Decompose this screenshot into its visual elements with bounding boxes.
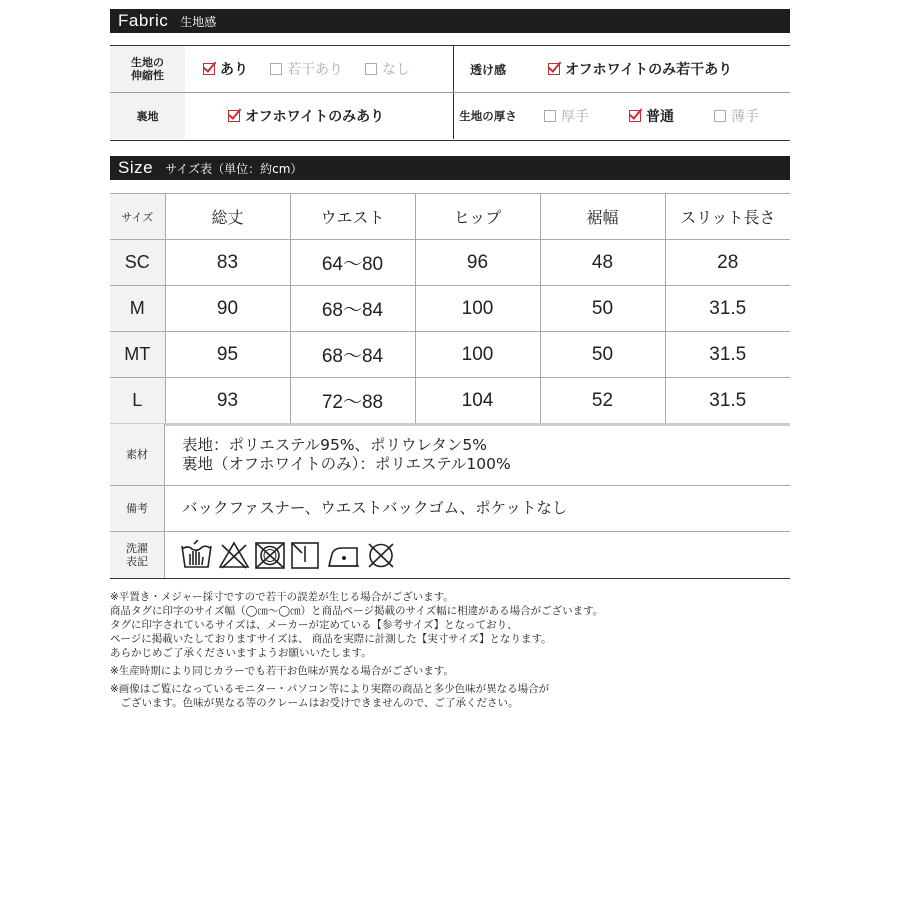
unchecked-box-icon [270,63,282,75]
size-header-subtitle: サイズ表（単位：約cm） [165,161,303,176]
stretch-option-none: なし [365,59,410,79]
table-cell: 104 [415,378,540,425]
note-line: あらかじめご了承くださいますようお願いいたします。 [110,647,372,659]
note-line: ※画像はご覧になっているモニター・パソコン等により実際の商品と多少色味が異なる場合が [110,683,550,695]
table-cell: 68〜84 [290,332,415,378]
table-cell: 95 [165,332,290,378]
fabric-header-subtitle: 生地感 [180,14,217,29]
table-cell: 90 [165,286,290,332]
fabric-header [110,9,790,33]
size-header-title: Size [118,158,154,177]
material-row [110,424,790,486]
stretch-label [110,46,185,92]
table-cell: 50 [540,332,665,378]
fabric-header-title: Fabric [118,11,169,30]
size-name-cell: L [110,378,165,425]
note-line: ございます。色味が異なる等のクレームはお受けできませんので、ご了承ください。 [110,697,519,709]
note-line: ページに掲載いたしておりますサイズは、 商品を実際に計測した【実寸サイズ】となります。 [110,633,552,645]
thickness-option-thin: 薄手 [714,106,759,126]
column-header: ウエスト [290,194,415,240]
size-table [110,193,790,426]
remarks-row [110,486,790,532]
remarks-value: バックファスナー、ウエストバックゴム、ポケットなし [182,499,568,517]
checked-box-icon [228,110,240,122]
care-label-line1: 洗濯 [126,542,148,555]
no-bleach-icon [220,543,248,568]
note-line: タグに印字されているサイズは、メーカーが定めている【参考サイズ】となっており、 [110,619,518,631]
column-header: 総丈 [165,194,290,240]
table-row [110,240,790,286]
size-name-cell: MT [110,332,165,378]
table-cell: 31.5 [665,378,790,425]
thickness-option-thick: 厚手 [544,106,589,126]
care-label-line2: 表記 [126,555,148,568]
table-cell: 68〜84 [290,286,415,332]
note-line: ※平置き・メジャー採寸ですので若干の誤差が生じる場合がございます。 [110,591,454,603]
care-label [110,532,165,578]
unchecked-box-icon [544,110,556,122]
lining-label: 裏地 [110,93,185,139]
table-row [110,378,790,425]
column-header: サイズ [110,194,165,240]
table-cell: 31.5 [665,286,790,332]
sheer-option-offwhite: オフホワイトのみ若干あり [548,59,732,79]
table-cell: 100 [415,332,540,378]
size-table-header-row [110,194,790,240]
table-cell: 52 [540,378,665,425]
lining-options [228,93,406,139]
column-header: スリット長さ [665,194,790,240]
line-dry-shade-icon [292,543,318,568]
material-line1: 表地：ポリエステル95%、ポリウレタン5% [182,435,488,454]
thickness-options [544,93,759,139]
stretch-label-line1: 生地の [131,56,164,69]
checked-box-icon [203,63,215,75]
unchecked-box-icon [365,63,377,75]
table-cell: 31.5 [665,332,790,378]
table-cell: 64〜80 [290,240,415,286]
table-cell: 100 [415,286,540,332]
sheer-label: 透け感 [469,62,506,77]
lining-option-offwhite: オフホワイトのみあり [228,106,384,126]
table-cell: 93 [165,378,290,425]
no-tumble-dry-icon [256,543,284,568]
table-cell: 28 [665,240,790,286]
no-dry-clean-icon [369,544,393,567]
notes [110,590,790,710]
column-header: 裾幅 [540,194,665,240]
size-name-cell: M [110,286,165,332]
table-cell: 72〜88 [290,378,415,425]
table-cell: 48 [540,240,665,286]
column-header: ヒップ [415,194,540,240]
care-row [110,532,790,578]
thickness-option-normal: 普通 [629,106,674,126]
thickness-label: 生地の厚さ [459,109,517,123]
stretch-option-yes: あり [203,59,248,79]
care-icons [180,540,405,574]
sheer-options [548,46,754,92]
note-line: 商品タグに印字のサイズ幅（◯㎝〜◯㎝）と商品ページ掲載のサイズ幅に相違がある場合がございます。 [110,605,604,617]
material-label: 素材 [110,424,165,485]
checked-box-icon [548,63,560,75]
info-table [110,424,790,579]
fabric-row [110,93,790,139]
table-row [110,286,790,332]
remarks-label: 備考 [110,486,165,531]
size-name-cell: SC [110,240,165,286]
stretch-options [203,46,432,92]
stretch-label-line2: 伸縮性 [131,69,164,82]
note-line: ※生産時期により同じカラーでも若干お色味が異なる場合がございます。 [110,665,454,677]
checked-box-icon [629,110,641,122]
iron-low-icon [329,548,359,566]
material-line2: 裏地（オフホワイトのみ）：ポリエステル100% [182,454,511,473]
unchecked-box-icon [714,110,726,122]
table-cell: 96 [415,240,540,286]
table-row [110,332,790,378]
fabric-table [110,45,790,141]
table-cell: 83 [165,240,290,286]
material-value [182,424,511,485]
size-header [110,156,790,180]
hand-wash-icon [182,540,211,567]
table-cell: 50 [540,286,665,332]
stretch-option-slight: 若干あり [270,59,343,79]
fabric-row [110,46,790,93]
